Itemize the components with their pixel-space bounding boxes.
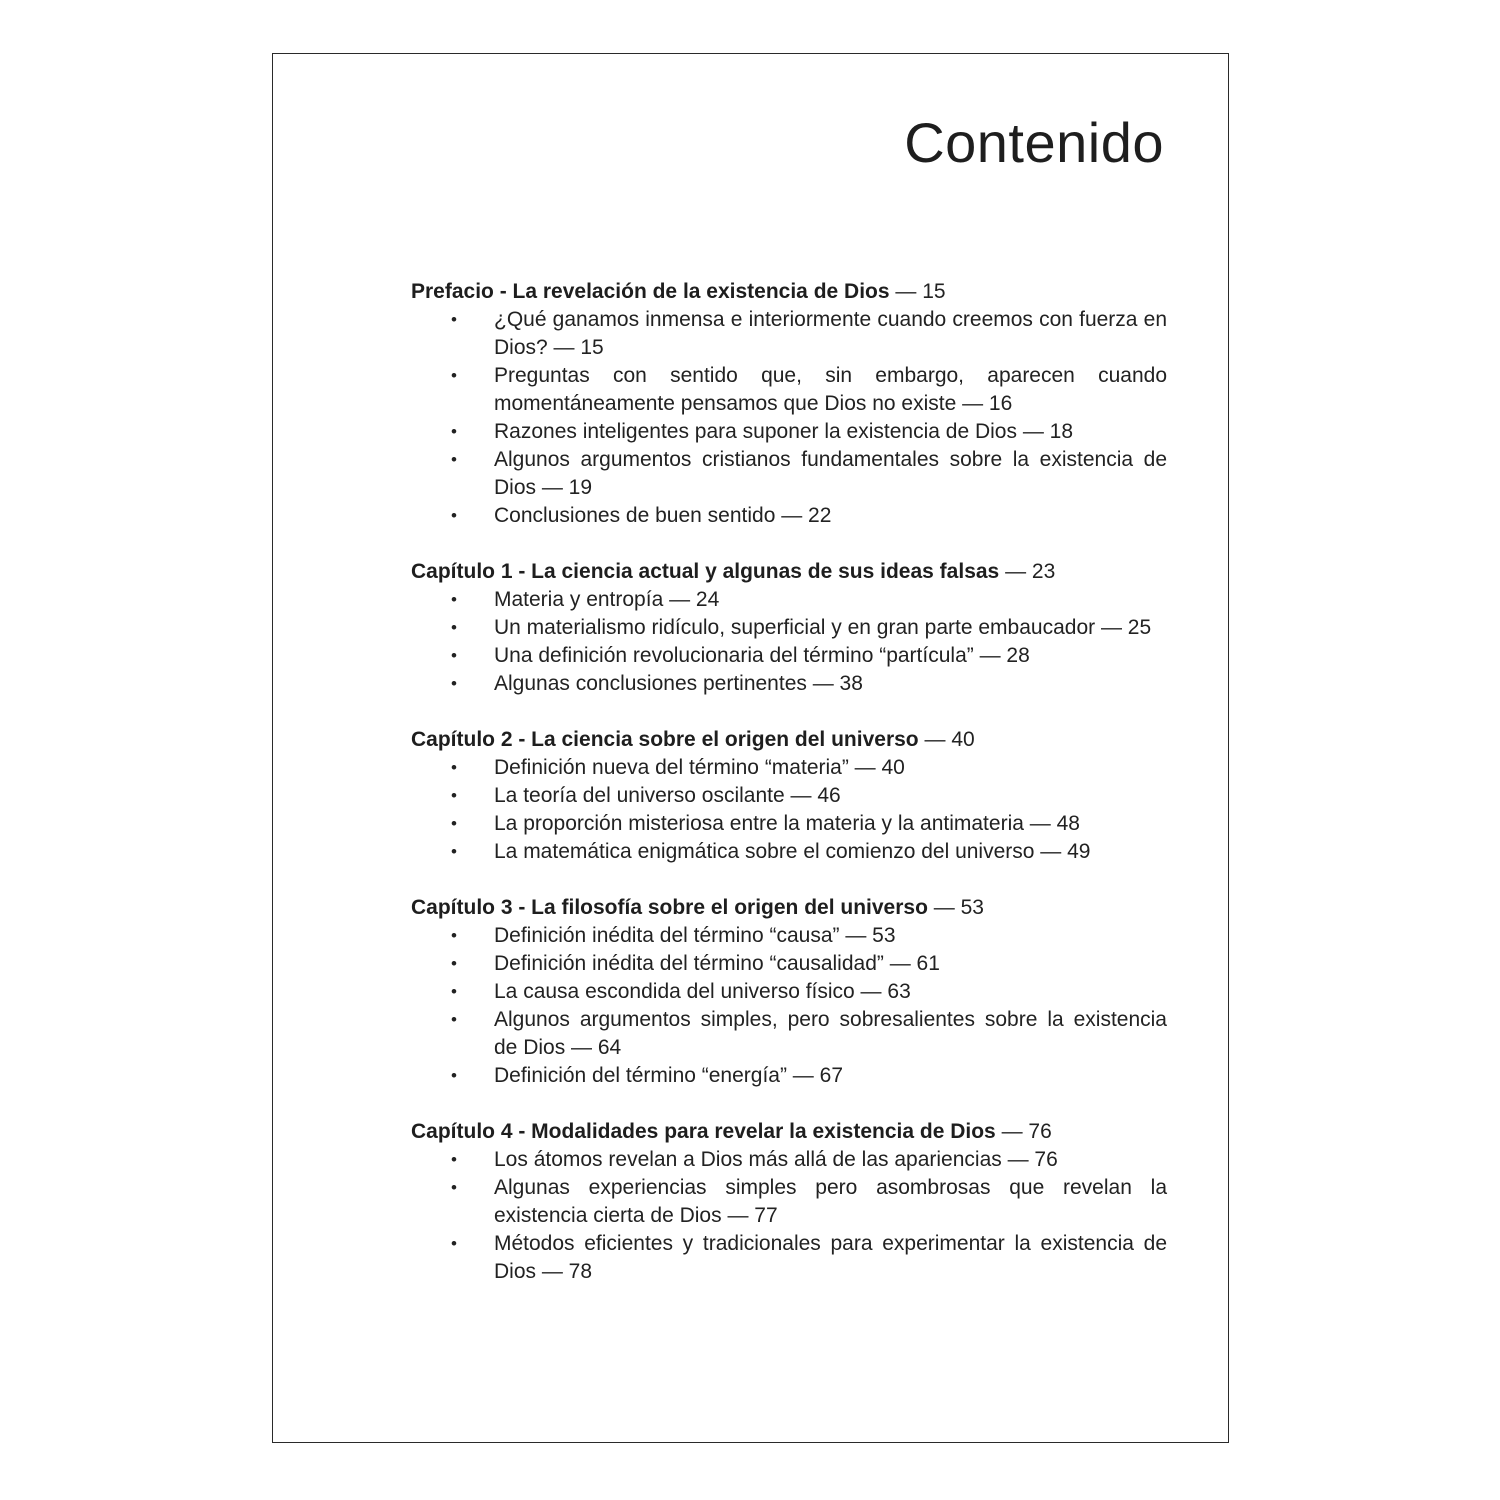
bullet-icon: • bbox=[451, 366, 457, 385]
bullet-icon: • bbox=[451, 926, 457, 945]
toc-entry-text: Algunas experiencias simples pero asombrosas que revelan la existencia cierta de Dios — 77 bbox=[494, 1176, 1167, 1227]
toc-section-heading bbox=[411, 278, 1167, 306]
toc-section-capitulo-3 bbox=[411, 894, 1167, 1090]
bullet-icon: • bbox=[451, 450, 457, 469]
toc-entry bbox=[411, 754, 1167, 782]
toc-section-page: — 15 bbox=[895, 280, 946, 303]
toc-entry-text: Definición inédita del término “causalidad” — 61 bbox=[494, 952, 940, 975]
toc-section-title: Capítulo 4 - Modalidades para revelar la existencia de Dios bbox=[411, 1120, 996, 1143]
bullet-icon: • bbox=[451, 1150, 457, 1169]
toc-entry bbox=[411, 1230, 1167, 1286]
toc-section-page: — 40 bbox=[924, 728, 975, 751]
toc-entry bbox=[411, 446, 1167, 502]
toc-entry-text: Razones inteligentes para suponer la existencia de Dios — 18 bbox=[494, 420, 1074, 443]
toc-entry-text: Algunos argumentos simples, pero sobresalientes sobre la existencia de Dios — 64 bbox=[494, 1008, 1167, 1059]
table-of-contents bbox=[411, 278, 1167, 1314]
toc-entry bbox=[411, 502, 1167, 530]
toc-entry bbox=[411, 418, 1167, 446]
toc-entry-text: Definición inédita del término “causa” — 53 bbox=[494, 924, 896, 947]
toc-section-capitulo-1 bbox=[411, 558, 1167, 698]
bullet-icon: • bbox=[451, 954, 457, 973]
bullet-icon: • bbox=[451, 506, 457, 525]
toc-entry bbox=[411, 1062, 1167, 1090]
toc-section-capitulo-2 bbox=[411, 726, 1167, 866]
toc-entry-text: Preguntas con sentido que, sin embargo, aparecen cuando momentáneamente pensamos que Dios no existe — 16 bbox=[494, 364, 1167, 415]
toc-section-capitulo-4 bbox=[411, 1118, 1167, 1286]
toc-entry bbox=[411, 922, 1167, 950]
toc-section-page: — 76 bbox=[1001, 1120, 1052, 1143]
toc-section-page: — 23 bbox=[1005, 560, 1056, 583]
bullet-icon: • bbox=[451, 422, 457, 441]
bullet-icon: • bbox=[451, 1010, 457, 1029]
toc-section-heading bbox=[411, 1118, 1167, 1146]
toc-entry bbox=[411, 642, 1167, 670]
toc-entry-list bbox=[411, 754, 1167, 866]
toc-entry-text: Materia y entropía — 24 bbox=[494, 588, 720, 611]
toc-entry bbox=[411, 614, 1167, 642]
toc-section-heading bbox=[411, 726, 1167, 754]
bullet-icon: • bbox=[451, 310, 457, 329]
toc-entry-text: Conclusiones de buen sentido — 22 bbox=[494, 504, 832, 527]
toc-entry bbox=[411, 1146, 1167, 1174]
toc-entry-list bbox=[411, 586, 1167, 698]
toc-entry-text: Definición del término “energía” — 67 bbox=[494, 1064, 844, 1087]
toc-entry-text: ¿Qué ganamos inmensa e interiormente cuando creemos con fuerza en Dios? — 15 bbox=[494, 308, 1167, 359]
toc-entry bbox=[411, 810, 1167, 838]
toc-entry-text: Una definición revolucionaria del término “partícula” — 28 bbox=[494, 644, 1030, 667]
bullet-icon: • bbox=[451, 674, 457, 693]
toc-entry-list bbox=[411, 306, 1167, 530]
bullet-icon: • bbox=[451, 982, 457, 1001]
toc-entry-list bbox=[411, 1146, 1167, 1286]
toc-entry-text: Algunas conclusiones pertinentes — 38 bbox=[494, 672, 863, 695]
toc-section-heading bbox=[411, 894, 1167, 922]
bullet-icon: • bbox=[451, 814, 457, 833]
toc-entry-text: Métodos eficientes y tradicionales para experimentar la existencia de Dios — 78 bbox=[494, 1232, 1167, 1283]
toc-entry-text: La proporción misteriosa entre la materia y la antimateria — 48 bbox=[494, 812, 1080, 835]
toc-entry-text: La matemática enigmática sobre el comienzo del universo — 49 bbox=[494, 840, 1091, 863]
toc-entry-text: La causa escondida del universo físico — 63 bbox=[494, 980, 911, 1003]
bullet-icon: • bbox=[451, 1234, 457, 1253]
bullet-icon: • bbox=[451, 786, 457, 805]
page-title: Contenido bbox=[904, 111, 1164, 174]
bullet-icon: • bbox=[451, 1066, 457, 1085]
toc-entry-list bbox=[411, 922, 1167, 1090]
toc-entry-text: Definición nueva del término “materia” — 40 bbox=[494, 756, 905, 779]
toc-entry-text: Un materialismo ridículo, superficial y en gran parte embaucador — 25 bbox=[494, 616, 1152, 639]
toc-entry-text: Algunos argumentos cristianos fundamentales sobre la existencia de Dios — 19 bbox=[494, 448, 1167, 499]
bullet-icon: • bbox=[451, 842, 457, 861]
toc-entry bbox=[411, 782, 1167, 810]
bullet-icon: • bbox=[451, 1178, 457, 1197]
toc-section-heading bbox=[411, 558, 1167, 586]
toc-entry bbox=[411, 838, 1167, 866]
toc-entry bbox=[411, 586, 1167, 614]
bullet-icon: • bbox=[451, 646, 457, 665]
bullet-icon: • bbox=[451, 618, 457, 637]
toc-entry bbox=[411, 670, 1167, 698]
toc-section-page: — 53 bbox=[933, 896, 984, 919]
bullet-icon: • bbox=[451, 758, 457, 777]
toc-entry bbox=[411, 1006, 1167, 1062]
toc-section-title: Capítulo 1 - La ciencia actual y algunas de sus ideas falsas bbox=[411, 560, 1000, 583]
toc-entry bbox=[411, 950, 1167, 978]
toc-entry bbox=[411, 362, 1167, 418]
toc-section-title: Capítulo 3 - La filosofía sobre el origen del universo bbox=[411, 896, 928, 919]
toc-section-title: Prefacio - La revelación de la existencia de Dios bbox=[411, 280, 890, 303]
document-page bbox=[272, 53, 1229, 1443]
toc-section-prefacio bbox=[411, 278, 1167, 530]
bullet-icon: • bbox=[451, 590, 457, 609]
toc-entry-text: La teoría del universo oscilante — 46 bbox=[494, 784, 841, 807]
toc-entry bbox=[411, 978, 1167, 1006]
toc-entry bbox=[411, 306, 1167, 362]
toc-entry-text: Los átomos revelan a Dios más allá de las apariencias — 76 bbox=[494, 1148, 1058, 1171]
toc-section-title: Capítulo 2 - La ciencia sobre el origen del universo bbox=[411, 728, 919, 751]
toc-entry bbox=[411, 1174, 1167, 1230]
